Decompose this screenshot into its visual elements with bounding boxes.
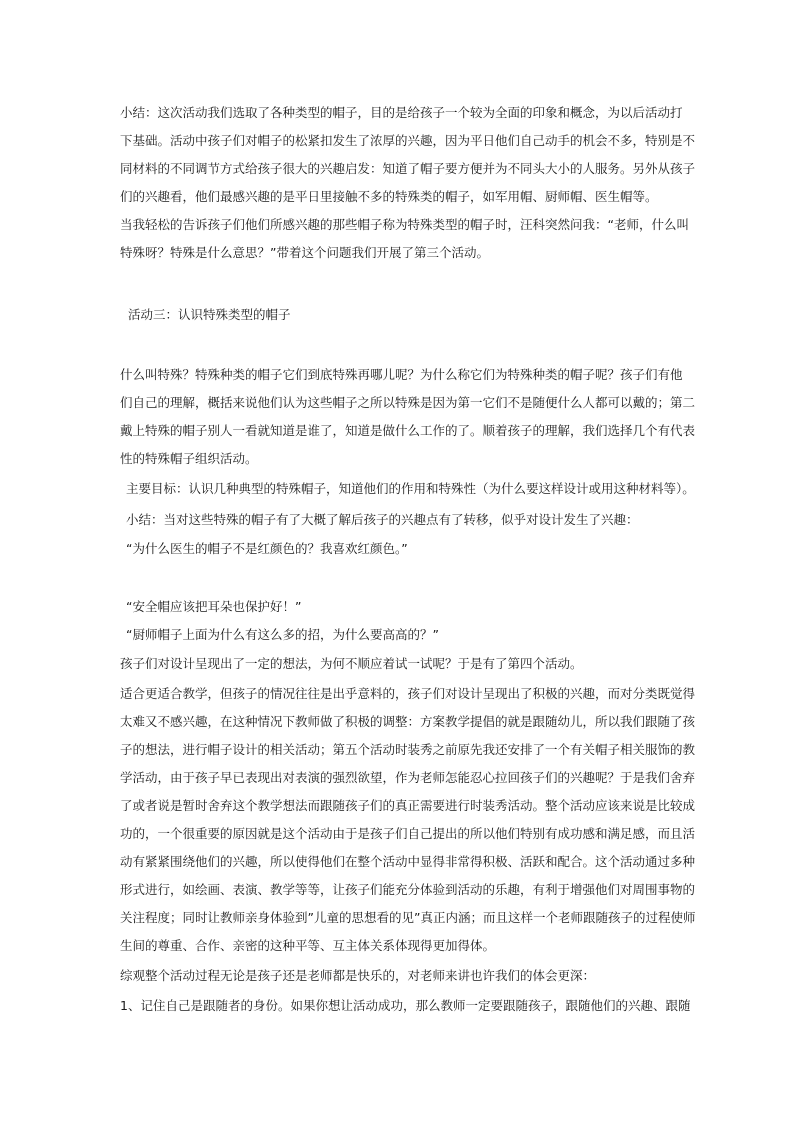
- reflection-line-3: 子的想法，进行帽子设计的相关活动；第五个活动时装秀之前原先我还安排了一个有关帽子相关服饰的教: [120, 742, 696, 757]
- quote-doctor-hat: “为什么医生的帽子不是红颜色的？我喜欢红颜色。”: [126, 541, 408, 556]
- main-goal: 主要目标：认识几种典型的特殊帽子，知道他们的作用和特殊性（为什么要这样设计或用这种材料等）。: [126, 481, 695, 496]
- reflection-line-1: 适合更适合教学，但孩子的情况往往是出乎意料的，孩子们对设计呈现出了积极的兴趣，而对分类既觉得: [120, 686, 696, 701]
- activity3-title: 活动三：认识特殊类型的帽子: [128, 307, 291, 322]
- what-special-line-3: 戴上特殊的帽子别人一看就知道是谁了，知道是做什么工作的了。顺着孩子的理解，我们选择几个有代表: [120, 423, 696, 438]
- wangke-line-2: 特殊呀？特殊是什么意思？”带着这个问题我们开展了第三个活动。: [120, 245, 489, 260]
- reflection-line-5: 了或者说是暂时舍弃这个教学想法而跟随孩子们的真正需要进行时装秀活动。整个活动应该来说是比较成: [120, 798, 696, 813]
- summary1-line-2: 下基础。活动中孩子们对帽子的松紧扣发生了浓厚的兴趣，因为平日他们自己动手的机会不多，特别是不: [120, 133, 696, 148]
- point-1: 1、记住自己是跟随者的身份。如果你想让活动成功，那么教师一定要跟随孩子，跟随他们的兴趣、跟随: [120, 998, 691, 1013]
- overview: 综观整个活动过程无论是孩子还是老师都是快乐的，对老师来讲也许我们的体会更深：: [120, 968, 596, 983]
- reflection-line-4: 学活动，由于孩子早已表现出对表演的强烈欲望，作为老师怎能忍心拉回孩子们的兴趣呢？于是我们舍弃: [120, 770, 696, 785]
- summary1-line-3: 同材料的不同调节方式给孩子很大的兴趣启发：知道了帽子要方便并为不同头大小的人服务。另外从孩子: [120, 161, 696, 176]
- reflection-line-9: 关注程度；同时让教师亲身体验到”儿童的思想看的见”真正内涵；而且这样一个老师跟随孩子的过程使师: [120, 910, 696, 925]
- quote-chef-hat: “厨师帽子上面为什么有这么多的招，为什么要高高的？”: [126, 627, 439, 642]
- quote-safety-helmet: “安全帽应该把耳朵也保护好！”: [126, 599, 302, 614]
- what-special-line-4: 性的特殊帽子组织活动。: [120, 451, 258, 466]
- summary1-line-1: 小结：这次活动我们选取了各种类型的帽子，目的是给孩子一个较为全面的印象和概念，为以后活动打: [120, 105, 683, 120]
- reflection-line-7: 动有紧紧围绕他们的兴趣，所以使得他们在整个活动中显得非常得积极、活跃和配合。这个活动通过多种: [120, 854, 696, 869]
- reflection-line-2: 太难又不感兴趣，在这种情况下教师做了积极的调整：方案教学提倡的就是跟随幼儿，所以我们跟随了孩: [120, 714, 696, 729]
- what-special-line-1: 什么叫特殊？特殊种类的帽子它们到底特殊再哪儿呢？为什么称它们为特殊种类的帽子呢？孩子们有他: [120, 367, 683, 382]
- wangke-line-1: 当我轻松的告诉孩子们他们所感兴趣的那些帽子称为特殊类型的帽子时，汪科突然问我：“老师，什么叫: [120, 217, 689, 232]
- activity4-intro: 孩子们对设计呈现出了一定的想法，为何不顺应着试一试呢？于是有了第四个活动。: [120, 656, 583, 671]
- what-special-line-2: 们自己的理解，概括来说他们认为这些帽子之所以特殊是因为第一它们不是随便什么人都可以戴的；第二: [120, 395, 696, 410]
- reflection-line-6: 功的，一个很重要的原因就是这个活动由于是孩子们自己提出的所以他们特别有成功感和满足感，而且活: [120, 826, 696, 841]
- summary2: 小结：当对这些特殊的帽子有了大概了解后孩子的兴趣点有了转移，似乎对设计发生了兴趣：: [126, 512, 639, 527]
- summary1-line-4: 们的兴趣看，他们最感兴趣的是平日里接触不多的特殊类的帽子，如军用帽、厨师帽、医生帽等。: [120, 189, 658, 204]
- reflection-line-8: 形式进行，如绘画、表演、教学等等，让孩子们能充分体验到活动的乐趣，有利于增强他们对周围事物的: [120, 882, 696, 897]
- reflection-line-10: 生间的尊重、合作、亲密的这种平等、互主体关系体现得更加得体。: [120, 938, 496, 953]
